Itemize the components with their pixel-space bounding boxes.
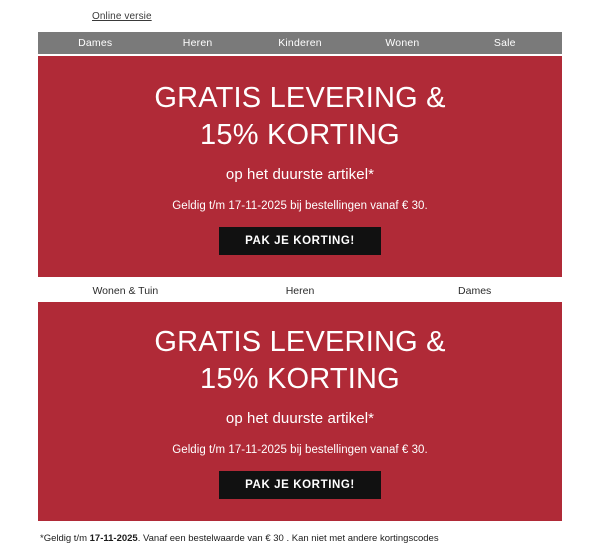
subnav-item-wonen-tuin[interactable]: Wonen & Tuin bbox=[92, 285, 159, 297]
online-version-link[interactable]: Online versie bbox=[92, 11, 152, 22]
footnote-prefix: *Geldig t/m bbox=[40, 533, 90, 544]
main-navigation bbox=[38, 32, 562, 54]
hero-secondary-validity: Geldig t/m 17-11-2025 bij bestellingen vanaf € 30. bbox=[172, 444, 428, 456]
footnote-suffix: . Vanaf een bestelwaarde van € 30 . Kan niet met andere kortingscodes bbox=[137, 533, 439, 544]
hero-primary-cta-wrapper bbox=[48, 227, 552, 255]
preheader bbox=[0, 0, 600, 32]
hero-primary-title-line1: GRATIS LEVERING & bbox=[154, 82, 446, 114]
nav-item-dames[interactable]: Dames bbox=[78, 37, 113, 49]
pak-je-korting-button-primary[interactable]: PAK JE KORTING! bbox=[219, 227, 381, 255]
nav-item-kinderen[interactable]: Kinderen bbox=[278, 37, 322, 49]
nav-item-heren[interactable]: Heren bbox=[182, 37, 213, 49]
email-content bbox=[38, 32, 562, 546]
subnav-item-dames[interactable]: Dames bbox=[458, 285, 492, 297]
hero-secondary-cta-wrapper bbox=[48, 471, 552, 499]
hero-banner-secondary bbox=[38, 302, 562, 521]
footnote-date: 17-11-2025 bbox=[89, 533, 138, 544]
hero-secondary-title-line2: 15% KORTING bbox=[200, 363, 400, 395]
hero-primary-validity: Geldig t/m 17-11-2025 bij bestellingen vanaf € 30. bbox=[172, 200, 428, 212]
hero-primary-subtitle: op het duurste artikel* bbox=[225, 166, 375, 183]
hero-banner-primary bbox=[38, 56, 562, 277]
hero-secondary-subtitle: op het duurste artikel* bbox=[225, 410, 375, 427]
pak-je-korting-button-secondary[interactable]: PAK JE KORTING! bbox=[219, 471, 381, 499]
nav-item-wonen[interactable]: Wonen bbox=[385, 37, 420, 49]
footnote-disclaimer bbox=[38, 532, 562, 546]
hero-primary-title-line2: 15% KORTING bbox=[200, 119, 400, 151]
subnav-item-heren[interactable]: Heren bbox=[285, 285, 315, 297]
category-navigation bbox=[38, 281, 562, 302]
hero-secondary-title-line1: GRATIS LEVERING & bbox=[154, 326, 446, 358]
nav-item-sale[interactable]: Sale bbox=[493, 37, 516, 49]
